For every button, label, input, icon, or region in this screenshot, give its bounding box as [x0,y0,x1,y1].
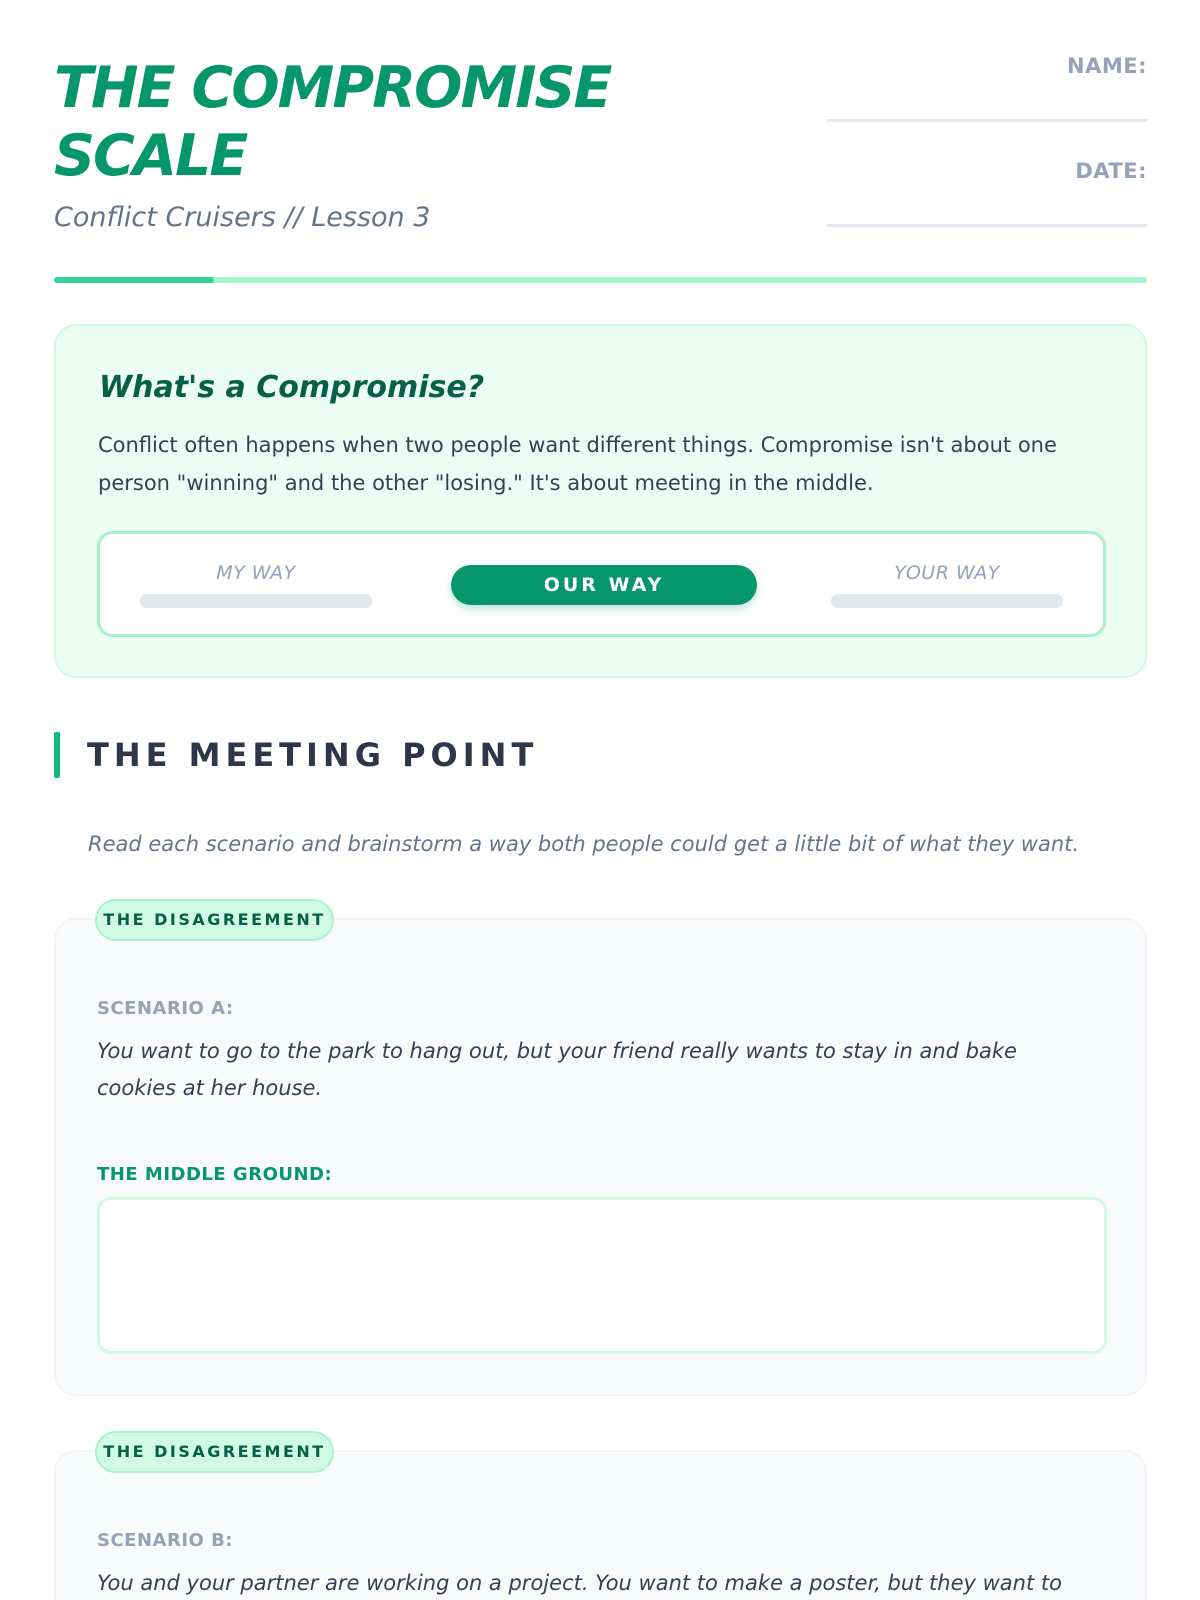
header-divider-accent [54,277,214,283]
scale-left-label: MY WAY [216,562,296,584]
scenario-text: You and your partner are working on a project. You want to make a poster, but they want to [97,1571,1062,1595]
header-divider [54,277,1147,283]
scenario-label: SCENARIO A: [97,998,234,1019]
intro-body: Conflict often happens when two people want different things. Compromise isn't about one person "winning" and the other "losing." It's about meeting in the middle. [98,433,1057,495]
compromise-scale [97,531,1106,637]
scenario-label: SCENARIO B: [97,1530,234,1551]
date-field[interactable] [827,213,1147,227]
scenario-card-a [54,918,1147,1396]
date-label: DATE: [1075,159,1147,183]
scale-middle-pill: OUR WAY [451,565,757,605]
page-title: THE COMPROMISE SCALE [54,55,611,189]
disagreement-tag: THE DISAGREEMENT [95,899,334,941]
scale-right [831,562,1063,608]
scale-right-bar [831,594,1063,608]
section-instructions: Read each scenario and brainstorm a way both people could get a little bit of what they want. [88,832,1080,856]
scale-left [140,562,372,608]
scale-left-bar [140,594,372,608]
student-info [827,54,1147,264]
middle-ground-answer-box[interactable] [97,1197,1107,1354]
name-label: NAME: [1067,54,1147,78]
intro-heading: What's a Compromise? [99,370,485,405]
intro-card [54,324,1147,678]
name-field[interactable] [827,108,1147,122]
page-subtitle: Conflict Cruisers // Lesson 3 [54,202,431,233]
scale-right-label: YOUR WAY [894,562,1000,584]
worksheet-header [54,54,1147,284]
middle-ground-label: THE MIDDLE GROUND: [97,1164,333,1185]
section-title: THE MEETING POINT [87,736,539,774]
scenario-text: You want to go to the park to hang out, but your friend really wants to stay in and bake cookies at her house. [97,1039,1017,1100]
disagreement-tag: THE DISAGREEMENT [95,1431,334,1473]
section-heading-bar [54,732,60,778]
